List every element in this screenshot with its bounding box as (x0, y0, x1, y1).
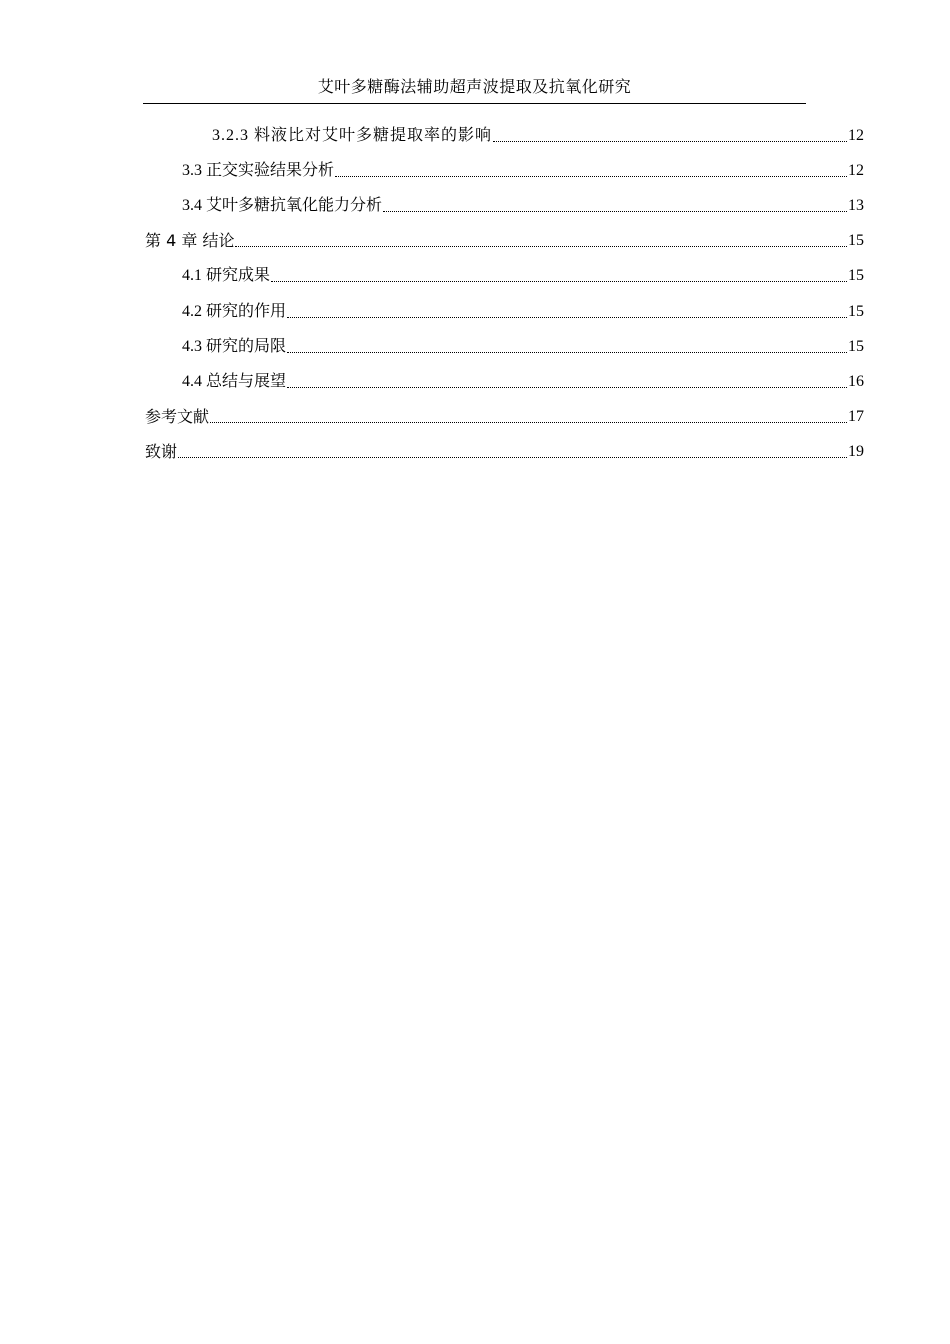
toc-dot-leader (493, 141, 847, 142)
toc-dot-leader (335, 176, 847, 177)
toc-entry-label: 3.2.3 料液比对艾叶多糖提取率的影响 (212, 127, 493, 144)
toc-dot-leader (287, 387, 847, 388)
toc-entry[interactable] (182, 264, 864, 286)
toc-dot-leader (235, 246, 847, 247)
toc-entry-page: 12 (848, 162, 864, 179)
toc-entry[interactable] (212, 124, 864, 146)
toc-entry[interactable] (182, 370, 864, 392)
toc-entry-page: 15 (848, 303, 864, 320)
toc-entry[interactable] (182, 159, 864, 181)
toc-entry-label: 第 4 章 结论 (145, 231, 235, 250)
toc-entry-label: 4.3 研究的局限 (182, 338, 287, 355)
toc-entry[interactable] (182, 300, 864, 322)
toc-entry[interactable] (145, 405, 864, 427)
toc-entry[interactable] (145, 229, 864, 251)
toc-entry[interactable] (145, 440, 864, 462)
toc-entry-page: 13 (848, 197, 864, 214)
toc-entry-page: 15 (848, 232, 864, 249)
toc-dot-leader (178, 457, 847, 458)
toc-entry-page: 15 (848, 267, 864, 284)
toc-entry-label: 4.1 研究成果 (182, 267, 271, 284)
toc-entry-label: 3.4 艾叶多糖抗氧化能力分析 (182, 197, 383, 214)
page-header-title: 艾叶多糖酶法辅助超声波提取及抗氧化研究 (317, 79, 632, 96)
toc-dot-leader (271, 281, 847, 282)
toc-entry-label: 4.4 总结与展望 (182, 373, 287, 390)
toc-entry-page: 12 (848, 127, 864, 144)
toc-entry-page: 15 (848, 338, 864, 355)
toc-dot-leader (287, 317, 847, 318)
toc-entry[interactable] (182, 194, 864, 216)
toc-entry-label: 致谢 (145, 442, 178, 461)
header-rule (143, 103, 806, 104)
toc-entry[interactable] (182, 335, 864, 357)
toc-entry-page: 16 (848, 373, 864, 390)
toc-entry-page: 19 (848, 443, 864, 460)
toc-dot-leader (210, 422, 847, 423)
toc-entry-label: 3.3 正交实验结果分析 (182, 162, 335, 179)
toc-dot-leader (383, 211, 847, 212)
toc-entry-page: 17 (848, 408, 864, 425)
toc-entry-label: 参考文献 (145, 407, 210, 426)
toc-dot-leader (287, 352, 847, 353)
toc-entry-label: 4.2 研究的作用 (182, 303, 287, 320)
